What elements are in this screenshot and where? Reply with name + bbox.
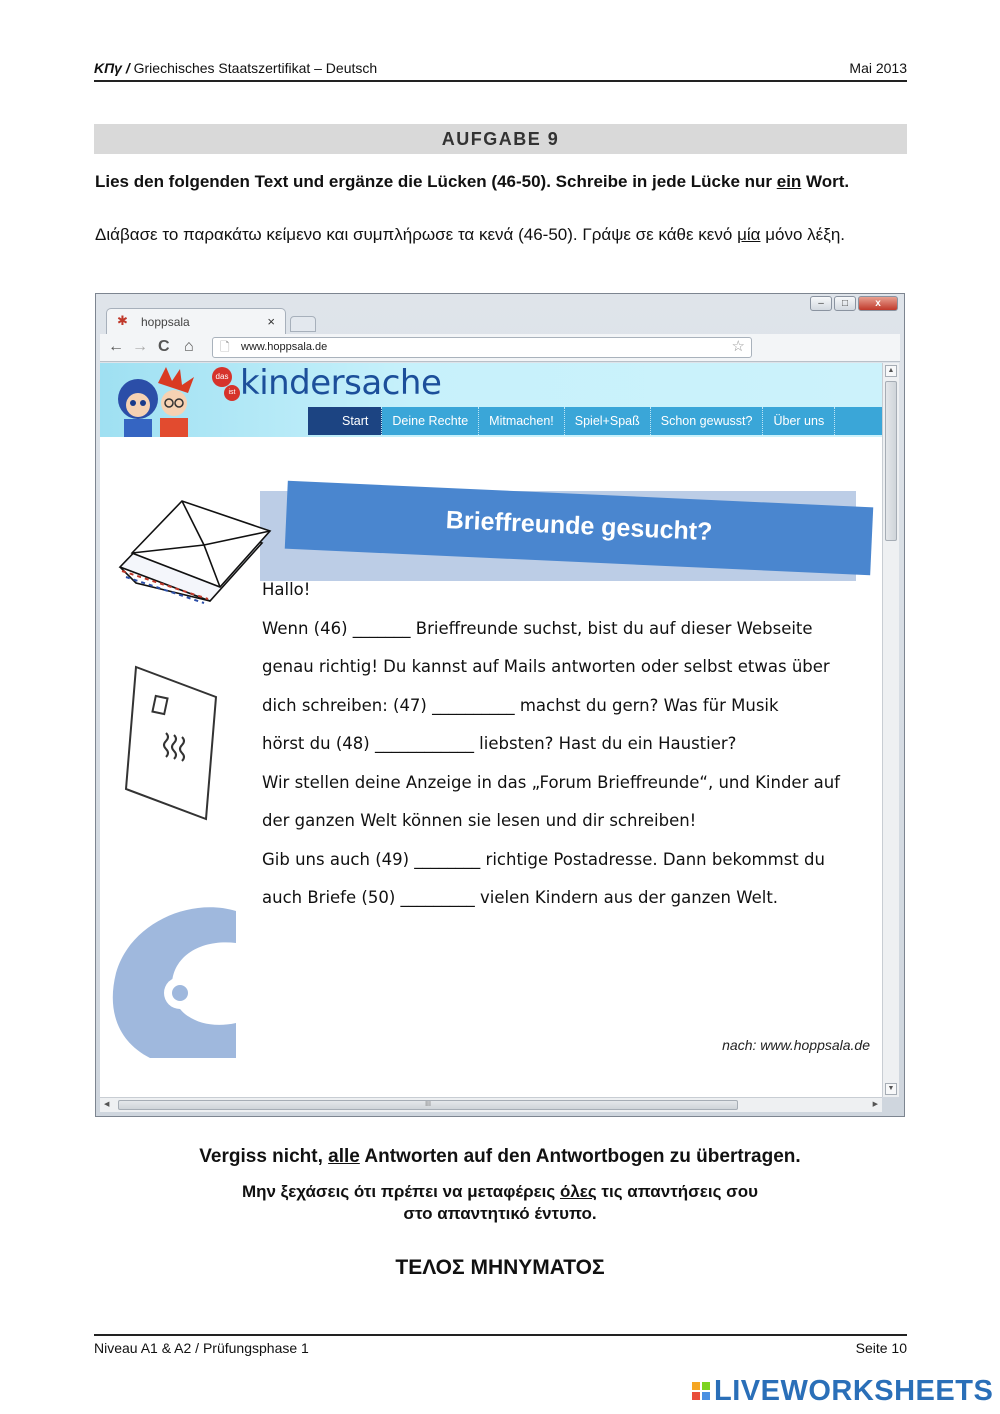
letter-text [262,571,872,918]
letter-line-gap-46: Wenn (46) _______ Brieffreunde suchst, bist du auf dieser Webseite [262,618,813,638]
horizontal-scrollbar[interactable] [100,1097,882,1112]
kids-mascot-icon [108,363,204,437]
reload-icon[interactable]: C [158,338,170,355]
scroll-down-icon[interactable]: ▼ [885,1083,897,1095]
reminder-greek-line2: στο απαντητικό έντυπο. [403,1204,597,1223]
bookmark-star-icon[interactable]: ☆ [731,338,745,355]
browser-window [95,293,905,1117]
letter-line-gap-47: dich schreiben: (47) __________ machst du gern? Was für Musik [262,695,779,715]
headline-text: Brieffreunde gesucht? [445,505,713,547]
end-of-message: ΤΕΛΟΣ ΜΗΝΥΜΑΤΟΣ [395,1256,605,1279]
liveworksheets-wordmark: LIVEWORKSHEETS [714,1374,994,1407]
kindersache-logo[interactable] [210,363,470,411]
minimize-button[interactable]: – [810,296,832,311]
letter-line-gap-50: auch Briefe (50) _________ vielen Kindern aus der ganzen Welt. [262,888,779,907]
logo-das-badge: das [212,367,232,387]
page-icon: 🗋 [220,340,230,354]
header-left [94,60,377,76]
scroll-up-icon[interactable]: ▲ [885,365,897,377]
menu-item-start[interactable]: Start [308,407,382,435]
reminder-german: Vergiss nicht, alle Antworten auf den Antwortbogen zu übertragen. [199,1146,801,1167]
menu-item-deine-rechte[interactable]: Deine Rechte [382,407,479,435]
kpg-logo: ΚΠγ / [94,60,130,76]
close-window-button[interactable]: x [858,296,898,311]
horizontal-scroll-thumb[interactable]: III [118,1100,738,1110]
letter-line-gap-49: Gib uns auch (49) ________ richtige Postadresse. Dann bekommst du [262,849,825,869]
home-icon[interactable]: ⌂ [184,338,194,355]
letter-line-gap-48: hörst du (48) ____________ liebsten? Hast du ein Haustier? [262,734,737,753]
vertical-scrollbar[interactable] [882,363,899,1097]
footer-level: Niveau A1 & A2 / Prüfungsphase 1 [94,1340,309,1356]
at-sign-decoration-icon [110,903,236,1058]
reminder-greek-line1: Μην ξεχάσεις ότι πρέπει να μεταφέρεις όλες τις απαντήσεις σου [241,1182,759,1201]
liveworksheets-logo-icon [692,1382,710,1400]
menu-item-ueber-uns[interactable]: Über uns [763,407,835,435]
instruction-greek: Διάβασε το παρακάτω κείμενο και συμπλήρωσε τα κενά (46-50). Γράψε σε κάθε κενό μία μόνο λέξη. [95,225,846,244]
back-arrow-icon[interactable]: ← [108,338,124,355]
instruction-german: Lies den folgenden Text und ergänze die Lücken (46-50). Schreibe in jede Lücke nur ein Wort. [95,172,850,191]
menu-item-schon-gewusst[interactable]: Schon gewusst? [651,407,764,435]
menu-item-spiel-spass[interactable]: Spiel+Spaß [565,407,651,435]
forward-arrow-icon[interactable]: → [132,338,148,355]
logo-brand-text: kindersache [240,363,442,403]
vertical-scroll-thumb[interactable] [885,381,897,541]
scroll-left-icon[interactable]: ◀ [104,1101,110,1108]
window-controls [810,296,898,311]
site-banner [100,363,882,437]
letter-line: der ganzen Welt können sie lesen und dir schreiben! [262,811,697,830]
logo-block [702,1382,710,1390]
web-page-viewport [100,363,882,1097]
maximize-button[interactable]: □ [834,296,856,311]
footer-page-number: Seite 10 [855,1340,907,1356]
tab-title: hoppsala [141,315,190,329]
task-title: AUFGABE 9 [94,124,907,154]
logo-block [692,1382,700,1390]
envelopes-icon [112,479,272,609]
liveworksheets-watermark [692,1376,993,1406]
postcard-icon [122,663,222,823]
browser-tab[interactable] [106,308,286,334]
new-tab-button[interactable] [290,316,316,332]
letter-line: Wir stellen deine Anzeige in das „Forum Brieffreunde“, und Kinder auf [262,772,840,792]
favicon-icon: ✱ [117,313,128,328]
logo-block [702,1392,710,1400]
address-bar[interactable] [212,337,752,358]
scroll-right-icon[interactable]: ▶ [872,1101,878,1108]
browser-toolbar [100,334,900,362]
header-title: Griechisches Staatszertifikat – Deutsch [133,60,378,76]
page-header [94,58,907,82]
header-date: Mai 2013 [849,60,907,76]
site-menu [308,407,882,435]
url-text: www.hoppsala.de [241,341,328,353]
menu-item-mitmachen[interactable]: Mitmachen! [479,407,565,435]
source-credit: nach: www.hoppsala.de [722,1037,870,1053]
logo-ist-badge: ist [224,385,240,401]
page-footer [94,1334,907,1356]
letter-line: Hallo! [262,580,311,599]
close-tab-icon[interactable]: × [267,314,275,329]
reminder-greek [0,1181,1000,1225]
letter-line: genau richtig! Du kannst auf Mails antworten oder selbst etwas über [262,657,830,676]
logo-block [692,1392,700,1400]
